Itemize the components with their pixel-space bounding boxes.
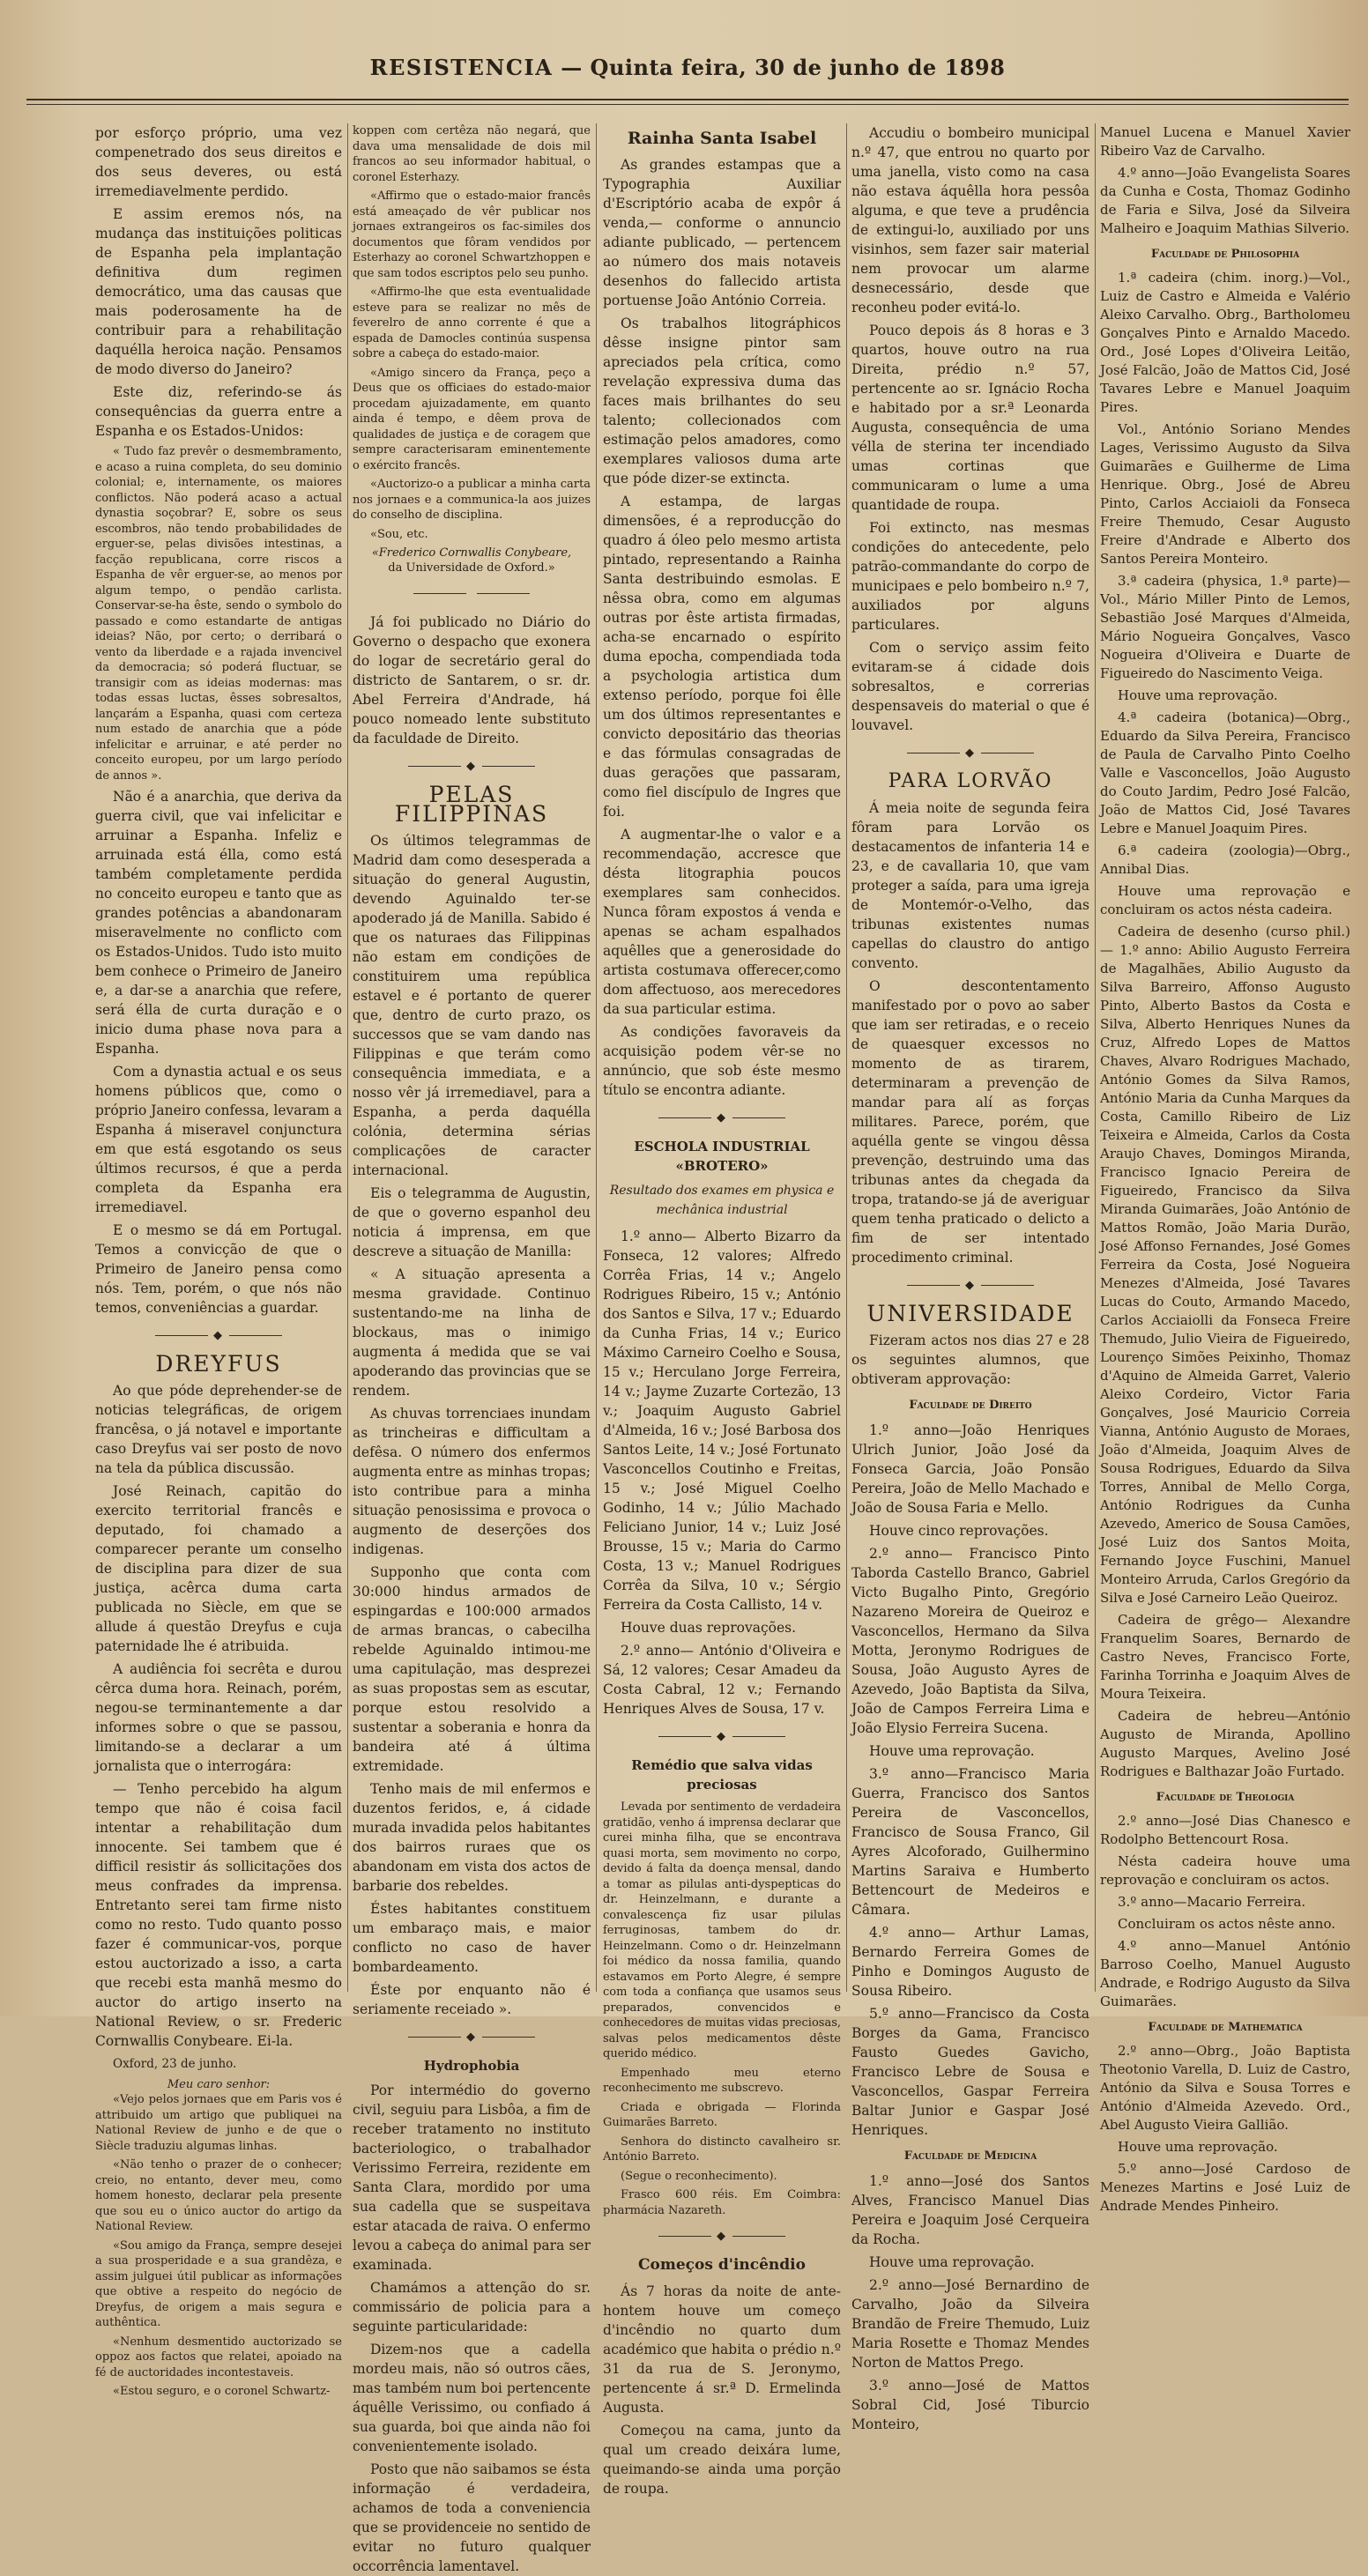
- paragraph: 2.º anno—José Dias Chanesco e Rodolpho Bettencourt Rosa.: [1100, 1813, 1350, 1847]
- quote: «Estou seguro, e o coronel Schwartz-: [113, 2385, 331, 2398]
- paragraph: 4.º anno— Arthur Lamas, Bernardo Ferreira Gomes de Pinho e Domingos Augusto de Sousa Ribeiro.: [851, 1925, 1089, 1999]
- paragraph: Éste por enquanto não é seriamente receiado ».: [353, 1982, 591, 2017]
- headline-comecos-incendio: Começos d'incêndio: [638, 2256, 806, 2274]
- paragraph: 3.ª cadeira (physica, 1.ª parte)—Vol., Mário Miller Pinto de Lemos, Sebastião José Marques d'Almeida, Mário Nogueira Gonçalves, Vasco Nogueira d'Oliveira e Duarte de Figueiredo do Nascimento Veiga.: [1100, 573, 1350, 681]
- ornament-divider: ◆: [95, 1326, 342, 1346]
- paragraph: Este diz, referindo-se ás consequências da guerra entre a Espanha e os Estados-Unidos:: [95, 384, 342, 439]
- paragraph: Cadeira de hebreu—António Augusto de Miranda, Apollino Augusto Marques, Avelino José Rodrigues e Balthazar João Furtado.: [1100, 1708, 1350, 1779]
- paragraph: Cadeira de desenho (curso phil.) — 1.º anno: Abilio Augusto Ferreira de Magalhães, Abilio Augusto da Silva Barreiro, Affonso Augusto Pinto, Alberto Bastos da Costa e Silva, Alberto Henriques Nunes da Cruz, Alfredo Lopes de Mattos Chaves, Alvaro Rodrigues Machado, António Gomes da Silva Ramos, António Maria da Cunha Marques da Costa, Camillo Ribeiro de Liz Teixeira e Almeida, Carlos da Costa Araujo Chaves, Domingos Miranda, Francisco Ignacio Pereira de Figueiredo, Francisco da Silva Miranda Guimarães, João António de Mattos Romão, João Maria Durão, José Affonso Fernandes, José Gomes Ferreira da Costa, José Nogueira Menezes d'Almeida, José Tavares Lucas do Couto, Armando Macedo, Carlos Acciaiolli da Fonseca Freire Themudo, Julio Vieira de Figueiredo, Lourenço Simões Peixinho, Thomaz d'Aquino de Almeida Garret, Valerio Aleixo Cordeiro, Victor Faria Gonçalves, José Mauricio Correia Vianna, António Augusto de Moraes, João d'Almeida, Joaquim Alves de Sousa Rodrigues, Eduardo da Silva Torres, Annibal de Mello Corga, António Rodrigues da Cunha Azevedo, Americo de Sousa Camões, José Luiz dos Santos Moita, Fernando Joyce Fuschini, Manuel Monteiro Arruda, Carlos Gregório da Silva e José Carneiro Leão Queiroz.: [1100, 924, 1350, 1606]
- paragraph: A audiência foi secrêta e durou cêrca duma hora. Reinach, porém, negou-se terminantemente a dar informes sobre o que se passou, limitando-se a declarar a um jornalista que o interrogára:: [95, 1661, 342, 1774]
- subhead-faculdade-direito: Faculdade de Direito: [909, 1399, 1032, 1412]
- headline-para-lorvao: PARA LORVÃO: [888, 770, 1053, 792]
- column-5: [1100, 123, 1350, 2214]
- column-4: [851, 123, 1089, 2432]
- subhead-faculdade-medicina: Faculdade de Medicina: [903, 2149, 1037, 2163]
- paragraph: Tenho mais de mil enfermos e duzentos feridos, e, á cidade murada invadida pelos habitantes dos bairros ruraes que os abandonam em vista dos actos de barbarie dos rebeldes.: [353, 1781, 591, 1894]
- paragraph: 2.º anno— António d'Oliveira e Sá, 12 valores; Cesar Amadeu da Costa Cabral, 12 v.; Fernando Henriques Alves de Sousa, 17 v.: [603, 1643, 841, 1717]
- paragraph: As grandes estampas que a Typographia Auxiliar d'Escriptório acaba de expôr á venda,— conforme o annuncio adiante publicado, — pertencem ao número dos mais notaveis desenhos do fallecido artista portuense João António Correia.: [603, 157, 841, 308]
- paragraph: 3.º anno—Francisco Maria Guerra, Francisco dos Santos Pereira de Vasconcellos, Francisco de Sousa Franco, Gil Ayres Alcoforado, Guilhermino Martins Saraiva e Humberto Bettencourt de Medeiros e Câmara.: [851, 1766, 1089, 1918]
- paragraph: Cadeira de grêgo— Alexandre Franquelim Soares, Bernardo de Castro Neves, Francisco Forte, Farinha Torrinha e Joaquim Alves de Moura Teixeira.: [1100, 1612, 1350, 1702]
- headline-rainha-santa-isabel: Rainha Santa Isabel: [627, 129, 817, 148]
- paragraph: As chuvas torrenciaes inundam as trincheiras e difficultam a defêsa. O número dos enfermos augmenta entre as minhas tropas; isto contribue para a minha situação penosissima e provoca o augmento de deserções dos indigenas.: [353, 1406, 591, 1557]
- paragraph: A estampa, de largas dimensões, é a reproducção do quadro á óleo pelo mesmo artista pintado, representando a Rainha Santa destribuindo esmolas. E nêssa obra, como em algumas outras por êste artista firmadas, acha-se encarnado o espírito duma epocha, compendiada toda a psychologia artistica dum extenso período, porque foi êlle um dos últimos representantes e convicto depositário das theorias e das fórmulas consagradas de duas gerações que passaram, como fiel discípulo de Ingres que foi.: [603, 494, 841, 820]
- paragraph: Concluiram os actos nêste anno.: [1118, 1916, 1336, 1932]
- quote: «Sou, etc.: [370, 527, 428, 541]
- quote: «Não tenho o prazer de o conhecer; creio, no entanto, dever meu, como homem honesto, declarar pela presente que sou eu o único auctor do artigo da National Review.: [95, 2158, 342, 2233]
- letter-signature: «Frederico Cornwallis Conybeare,: [371, 546, 572, 560]
- paragraph: Houve uma reprovação.: [869, 2254, 1035, 2270]
- advert-text: Empenhado meu eterno reconhecimento me subscrevo.: [603, 2066, 841, 2095]
- letter-signature-affiliation: da Universidade de Oxford.»: [388, 561, 555, 575]
- paragraph: 5.º anno—Francisco da Costa Borges da Gama, Francisco Fausto Guedes Gavicho, Francisco Lebre de Sousa e Vasconcellos, Gaspar Ferreira Baltar Junior e Gaspar José Henriques.: [851, 2006, 1089, 2138]
- paragraph: Com o serviço assim feito evitaram-se á cidade dois sobresaltos, e correrias despensaveis do material o que é louvavel.: [851, 640, 1089, 733]
- paragraph: Á meia noite de segunda feira fôram para Lorvão os destacamentos de infanteria 14 e 23, e de cavallaria 10, que vam proteger a saída, para uma igreja de Montemór-o-Velho, das tribunas existentes numas capellas do claustro do antigo convento.: [851, 800, 1089, 971]
- paragraph: Houve uma reprovação e concluiram os actos nésta cadeira.: [1100, 883, 1350, 917]
- paragraph: Não é a anarchia, que deriva da guerra civil, que vai infelicitar e arruinar a Espanha. Infeliz e arruinada está élla, como está também completamente perdida no conceito europeu e tanto que as grandes potências a abandonaram miseravelmente no conflicto com os Estados-Unidos. Tudo isto muito bem conhece o Primeiro de Janeiro e, a dar-se a anarchia que refere, será élla de curta duração e o inicio duma phase nova para a Espanha.: [95, 789, 342, 1057]
- paragraph: A augmentar-lhe o valor e a recommendação, accresce que désta litographia poucos exemplares sam conhecidos. Nunca fôram expostos á venda e apenas se acham espalhados aquêlles que a generosidade do artista costumava offerecer,como dom affectuoso, aos merecedores da sua particular estima.: [603, 827, 841, 1017]
- headline-filippinas: PELAS FILIPPINAS: [394, 782, 549, 827]
- column-rule: [347, 123, 348, 1992]
- column-2: [353, 123, 591, 2574]
- paragraph: Os últimos telegrammas de Madrid dam como desesperada a situação do general Augustin, devendo Aguinaldo ter-se apoderado já de Manilla. Sabido é que os naturaes das Filippinas não estam em condições de constituirem uma república estavel e é portanto de querer que, dentro de curto prazo, os successos que se vam dando nas Filippinas e que terám como consequência immediata, e a nosso vêr já irremediavel, para a Espanha, a perda daquélla colónia, determina sérias complicações de caracter internacional.: [353, 833, 591, 1178]
- letter-date: Oxford, 23 de junho.: [113, 2057, 237, 2071]
- quote: «Nenhum desmentido auctorizado se oppoz aos factos que relatei, apoiado na fé de auctoridades incontestaveis.: [95, 2335, 342, 2379]
- paragraph: Por intermédio do governo civil, seguiu para Lisbôa, a fim de receber tratamento no instituto bacteriologico, o trabalhador Verissimo Ferreira, rezidente em Santa Clara, mordido por uma sua cadella que se suspeitava estar atacada de raiva. O enfermo levou a cabeça do animal para ser examinada.: [353, 2082, 591, 2273]
- quote: koppen com certêza não negará, que dava uma mensalidade de dois mil francos ao seu informador habitual, o coronel Esterhazy.: [353, 124, 591, 184]
- paragraph: Chamámos a attenção do sr. commissário de policia para a seguinte particularidade:: [353, 2280, 591, 2335]
- paragraph: Posto que não saibamos se ésta informação é verdadeira, achamos de toda a conveniencia que se providenceie no sentido de evitar no futuro qualquer occorrência lamentavel.: [353, 2461, 591, 2574]
- headline-universidade: UNIVERSIDADE: [866, 1301, 1074, 1326]
- column-rule: [596, 123, 597, 1992]
- headline-eschola-industrial: ESCHOLA INDUSTRIAL «BROTERO»: [634, 1139, 810, 1174]
- paragraph: 1.º anno—João Henriques Ulrich Junior, João José da Fonseca Garcia, João Ponsão Pereira, João de Mello Machado e João de Sousa Faria e Mello.: [851, 1422, 1089, 1516]
- paragraph: Éstes habitantes constituem um embaraço mais, e maior conflicto no caso de haver bombardeamento.: [353, 1901, 591, 1975]
- quote: « Tudo faz prevêr o desmembramento, e acaso a ruina completa, do seu dominio colonial; e, internamente, os maiores conflictos. Não poderá acaso a actual dynastia soçobrar? E, sobre os seus escombros, não tendo probabilidades de erguer-se, pelas divisões intestinas, a facção republicana, corre riscos a Espanha de vêr erguer-se, ao menos por algum tempo, o pendão carlista. Conservar-se-ha êste, sendo o symbolo do passado e como estandarte de antigas ideias? Não, por certo; o derribará o vento da liberdade e a rajada invencivel da democracia; só poderá fluctuar, se transigir com as ideias modernas: mas todas essas luctas, êsses sobresaltos, lançarám a Espanha, quasi com certeza num estado de anarchia que a póde infelicitar e arruinar, e até perder no conceito europeu, por um largo período de annos ».: [95, 445, 342, 783]
- advert-text: Senhora do distincto cavalheiro sr. António Barreto.: [603, 2134, 841, 2164]
- paragraph: 1.º anno—José dos Santos Alves, Francisco Manuel Dias Pereira e Joaquim José Cerqueira da Rocha.: [851, 2173, 1089, 2247]
- masthead: [26, 55, 1349, 93]
- ornament-divider: ◆: [603, 1727, 841, 1747]
- quote: «Affirmo-lhe que esta eventualidade esteve para se realizar no mês de feverelro de anno corrente é que a espada de Damocles continúa suspensa sobre a cabeça do estado-maior.: [353, 286, 591, 360]
- paragraph: « A situação apresenta a mesma gravidade. Continuo sustentando-me na linha de blockaus, mas o inimigo augmenta á medida que se vai apoderando das provincias que se rendem.: [353, 1266, 591, 1399]
- paragraph: 1.º anno— Alberto Bizarro da Fonseca, 12 valores; Alfredo Corrêa Frias, 14 v.; Angelo Rodrigues Ribeiro, 15 v.; António dos Santos e Silva, 17 v.; Eduardo da Cunha Frias, 14 v.; Eurico Máximo Carneiro Coelho e Sousa, 15 v.; Herculano Jorge Ferreira, 14 v.; Jayme Zuzarte Cortezão, 13 v.; Joaquim Augusto Gabriel d'Almeida, 16 v.; José Barbosa dos Santos Leite, 14 v.; José Fortunato Vasconcellos Coutinho e Freitas, 15 v.; José Miguel Coelho Godinho, 14 v.; Júlio Machado Feliciano Junior, 14 v.; Luiz José Brousse, 15 v.; Maria do Carmo Costa, 13 v.; Manuel Rodrigues Corrêa da Silva, 10 v.; Sérgio Ferreira da Costa Callisto, 14 v.: [603, 1229, 841, 1613]
- paragraph: 6.ª cadeira (zoologia)—Obrg., Annibal Dias.: [1100, 843, 1350, 877]
- paragraph: 1.ª cadeira (chim. inorg.)—Vol., Luiz de Castro e Almeida e Valério Aleixo Carvalho. Obrg., Bartholomeu Gonçalves Pinto e Arnaldo Macedo. Ord., José Lopes d'Oliveira Leitão, José Falcão, João de Mattos Cid, José Tavares Lebre e Manuel Joaquim Pires.: [1100, 270, 1350, 415]
- quote: «Sou amigo da França, sempre desejei a sua prosperidade e a sua grandêza, e assim julguei útil publicar as informações que obtive a respeito do negócio de Dreyfus, de origem a mais segura e authêntica.: [95, 2238, 342, 2329]
- subhead-faculdade-mathematica: Faculdade de Mathematica: [1148, 2021, 1303, 2034]
- ornament-divider: [353, 584, 591, 604]
- paragraph: Houve uma reprovação.: [1118, 687, 1278, 703]
- paragraph: Fizeram actos nos dias 27 e 28 os seguintes alumnos, que obtiveram approvação:: [851, 1333, 1089, 1387]
- quote: «Affirmo que o estado-maior francês está ameaçado de vêr publicar nos jornaes extrangeiros os fac-similes dos documentos que fôram vendidos por Esterhazy ao coronel Schwartzhoppen e que sam todos escriptos pelo seu punho.: [353, 189, 591, 280]
- paragraph: 2.º anno— Francisco Pinto Taborda Castello Branco, Gabriel Victo Bugalho Pinto, Gregório Nazareno Moreira de Queiroz e Vasconcellos, Hermano da Silva Motta, Jeronymo Rodrigues de Sousa, João Augusto Ayres de Azevedo, João Baptista da Silva, João de Campos Ferreira Lima e João Elysio Ferreira Sucena.: [851, 1546, 1089, 1736]
- ornament-divider: ◆: [353, 757, 591, 776]
- newspaper-name: RESISTENCIA: [369, 55, 554, 80]
- paragraph: Eis o telegramma de Augustin, de que o governo espanhol deu noticia á imprensa, em que descreve a situação de Manilla:: [353, 1185, 591, 1259]
- paragraph: 3.º anno—José de Mattos Sobral Cid, José Tiburcio Monteiro,: [851, 2378, 1089, 2432]
- column-rule: [1095, 123, 1096, 1992]
- paragraph: Pouco depois ás 8 horas e 3 quartos, houve outro na rua Direita, prédio n.º 57, pertencente ao sr. Ignácio Rocha e habitado por a sr.ª Leonarda Augusta, consequência de uma vélla de sterina ter incendiado umas cortinas que communicaram o lume a uma quantidade de roupa.: [851, 323, 1089, 513]
- headline-hydrophobia: Hydrophobia: [423, 2058, 520, 2074]
- paragraph: 2.º anno—José Bernardino de Carvalho, João da Silveira Brandão de Freire Themudo, Luiz Maria Rosette e Thomaz Mendes Norton de Mattos Prego.: [851, 2277, 1089, 2371]
- paragraph: 4.ª cadeira (botanica)—Obrg., Eduardo da Silva Pereira, Francisco de Paula de Carvalho Pinto Coelho Valle e Vasconcellos, João Augusto do Couto Jardim, Pedro José Falcão, João de Mattos Cid, José Tavares Lebre e Manuel Joaquim Pires.: [1100, 709, 1350, 836]
- paragraph: 2.º anno—Obrg., João Baptista Theotonio Varella, D. Luiz de Castro, António da Silva e Sousa Torres e António d'Almeida Azevedo. Ord., Abel Augusto Vieira Gallião.: [1100, 2043, 1350, 2133]
- paragraph: E assim eremos nós, na mudança das instituições politicas de Espanha pela implantação definitiva dum regimen democrático, uma das causas que mais poderosamente ha de contribuir para a rehabilitação daquélla heroica nação. Pensamos de modo diverso do Janeiro?: [95, 206, 342, 377]
- paragraph: Ás 7 horas da noite de ante-hontem houve um começo d'incêndio no quarto dum académico que habita o prédio n.º 31 da rua de S. Jeronymo, pertencente á sr.ª D. Ermelinda Augusta.: [603, 2283, 841, 2416]
- header-rule-thin: [26, 104, 1349, 105]
- paragraph: 4.º anno—Manuel António Barroso Coelho, Manuel Augusto Andrade, e Rodrigo Augusto da Silva Guimarães.: [1100, 1938, 1350, 2009]
- ornament-divider: ◆: [353, 2028, 591, 2047]
- paragraph: Dizem-nos que a cadella mordeu mais, não só outros cães, mas também num boi pertencente áquêlle Verissimo, ou confiado á sua guarda, boi que ainda não foi convenientemente isolado.: [353, 2342, 591, 2454]
- ornament-divider: ◆: [603, 2227, 841, 2246]
- letter-salutation: Meu caro senhor:: [167, 2078, 271, 2091]
- advert-text: Levada por sentimento de verdadeira gratidão, venho á imprensa declarar que curei minha filha, que se encontrava quasi morta, sem movimento no corpo, devido á falta da doença mensal, dando a tomar as pilulas anti-dyspepticas do dr. Heinzelmann, e durante a convalescença fiz usar pilulas ferruginosas, tambem do dr. Heinzelmann. Como o dr. Heinzelmann foi médico da nossa familia, quando estavamos em Porto Alegre, é sempre com toda a confiança que usamos seus preparados, convencidos e conhecedores de muitas vidas preciosas, salvas pelos medicamentos dêste querido médico.: [603, 1800, 841, 2060]
- paragraph: Accudiu o bombeiro municipal n.º 47, que entrou no quarto por uma janella, visto como na casa não estava áquêlla hora pessôa alguma, e que teve a prudência de extingui-lo, auxiliado por uns visinhos, sem fazer sair material nem provocar um alarme desnecessário, desde que reconheu poder evitá-lo.: [851, 125, 1089, 316]
- paragraph: 4.º anno—João Evangelista Soares da Cunha e Costa, Thomaz Godinho de Faria e Silva, José da Silveira Malheiro e Joaquim Mathias Silverio.: [1100, 165, 1350, 236]
- quote: «Amigo sincero da França, peço a Deus que os officiaes do estado-maior procedam ajuizadamente, em quanto ainda é tempo, e dêem prova de qualidades de justiça e de coragem que sempre caracterisaram eminentemente o exército francês.: [353, 366, 591, 472]
- paragraph: E o mesmo se dá em Portugal. Temos a convicção de que o Primeiro de Janeiro pensa como nós. Tem, porém, o que nós não temos, conveniências a guardar.: [95, 1222, 342, 1316]
- paragraph: por esforço próprio, uma vez compenetrado dos seus direitos e dos seus deveres, ou está irremediavelmente perdido.: [95, 125, 342, 199]
- paragraph: O descontentamento manifestado por o povo ao saber que iam ser retiradas, e o receio de quaesquer excessos no momento de as tirarem, determinaram a prevenção de mandar para alí as forças militares. Parece, porém, que aquélla gente se vingou dêssa prevenção, destruindo uma das tribunas antes da chegada da tropa, tratando-se já de averiguar quem tenha praticado o delicto a fim de ser intentado procedimento criminal.: [851, 978, 1089, 1266]
- quote: «Vejo pelos jornaes que em Paris vos é attribuido um artigo que publiquei na National Review de junho e de que o Siècle traduziu algumas linhas.: [95, 2093, 342, 2153]
- paragraph: — Tenho percebido ha algum tempo que não é coisa facil intentar a rehabilitação dum innocente. Sei tambem que é difficil resistir ás sollicitações dos meus confrades da imprensa. Entretanto serei tam firme nisto como no resto. Tudo quanto posso fazer é communicar-vos, porque estou auctorizado a isso, a carta que recebi esta manhã mesmo do auctor do artigo inserto na National Review, o sr. Frederic Cornwallis Conybeare. Ei-la.: [95, 1781, 342, 2049]
- column-rule: [846, 123, 847, 1992]
- column-1: [95, 123, 342, 2398]
- paragraph: Os trabalhos litográphicos dêsse insigne pintor sam apreciados pela crítica, como revelação expressiva duma das faces mais brilhantes do seu talento; collecionados com estimação pelos amadores, como exemplares valiosos duma arte que póde dizer-se extincta.: [603, 316, 841, 486]
- ornament-divider: ◆: [603, 1109, 841, 1128]
- advert-text: (Segue o reconhecimento).: [621, 2169, 777, 2183]
- headline-remedio: Remédio que salva vidas preciosas: [631, 1757, 813, 1793]
- header-rule: [26, 99, 1349, 100]
- ornament-divider: ◆: [851, 1276, 1089, 1295]
- quote: «Auctorizo-o a publicar a minha carta nos jornaes e a communica-la aos juizes do conselho de disciplina.: [353, 478, 591, 522]
- subhead-faculdade-philosophia: Faculdade de Philosophia: [1150, 248, 1300, 261]
- paragraph: Já foi publicado no Diário do Governo o despacho que exonera do logar de secretário geral do districto de Santarem, o sr. dr. Abel Ferreira d'Andrade, há pouco nomeado lente substituto da faculdade de Direito.: [353, 614, 591, 746]
- paragraph: José Reinach, capitão do exercito territorial francês e deputado, foi chamado a comparecer perante um conselho de disciplina para dizer de sua justiça, acêrca duma carta publicada no Siècle, em que se allude á questão Dreyfus e cuja paternidade lhe é atribuida.: [95, 1483, 342, 1654]
- paragraph: Houve duas reprovações.: [621, 1620, 797, 1636]
- paragraph: Houve uma reprovação.: [869, 1743, 1035, 1759]
- paragraph: Foi extincto, nas mesmas condições do antecedente, pelo patrão-commandante do corpo de municipaes e pelo bombeiro n.º 7, auxiliados por alguns particulares.: [851, 520, 1089, 633]
- advert-text: Frasco 600 réis. Em Coimbra: pharmácia Nazareth.: [603, 2188, 841, 2217]
- dateline: — Quinta feira, 30 de junho de 1898: [561, 55, 1006, 80]
- paragraph: 5.º anno—José Cardoso de Menezes Martins e José Luiz de Andrade Mendes Pinheiro.: [1100, 2161, 1350, 2214]
- paragraph: Vol., António Soriano Mendes Lages, Verissimo Augusto da Silva Guimarães e Guilherme de Lima Henrique. Obrg., José de Abreu Pinto, Carlos Acciaioli da Fonseca Freire Themudo, Cesar Augusto Freire d'Andrade e Alberto dos Santos Pereira Monteiro.: [1100, 421, 1350, 567]
- subhead-faculdade-theologia: Faculdade de Theologia: [1156, 1791, 1295, 1804]
- paragraph: Ao que póde deprehender-se de noticias telegráficas, de origem francêsa, o já notavel e importante caso Dreyfus vai ser posto de novo na tela da pública discussão.: [95, 1383, 342, 1476]
- subheadline: Resultado dos exames em physica e mechânica industrial: [609, 1184, 835, 1217]
- paragraph: Nésta cadeira houve uma reprovação e concluiram os actos.: [1100, 1853, 1350, 1888]
- paragraph: Começou na cama, junto da qual um creado deixára lume, queimando-se ainda uma porção de roupa.: [603, 2423, 841, 2497]
- paragraph: Com a dynastia actual e os seus homens públicos que, como o próprio Janeiro confessa, levaram a Espanha á miseravel conjunctura em que está esgotando os seus últimos recursos, é que a perda completa da Espanha era irremediavel.: [95, 1064, 342, 1215]
- paragraph: Supponho que conta com 30:000 hindus armados de espingardas e 100:000 armados de armas brancas, o cabecilha rebelde Aguinaldo intimou-me uma capitulação, mas desprezei as suas propostas sem as escutar, porque estou resolvido a sustentar a soberania e honra da bandeira até á última extremidade.: [353, 1564, 591, 1774]
- advert-text: Criada e obrigada — Florinda Guimarães Barreto.: [603, 2100, 841, 2129]
- ornament-divider: ◆: [851, 744, 1089, 763]
- paragraph: As condições favoraveis da acquisição podem vêr-se no annúncio, que sob éste mesmo título se encontra adiante.: [603, 1024, 841, 1098]
- column-3: [603, 123, 841, 2497]
- headline-dreyfus: DREYFUS: [155, 1351, 282, 1377]
- paragraph: Houve cinco reprovações.: [869, 1523, 1049, 1539]
- paragraph: Manuel Lucena e Manuel Xavier Ribeiro Vaz de Carvalho.: [1100, 124, 1350, 159]
- paragraph: 3.º anno—Macario Ferreira.: [1118, 1894, 1306, 1910]
- paragraph: Houve uma reprovação.: [1118, 2139, 1278, 2155]
